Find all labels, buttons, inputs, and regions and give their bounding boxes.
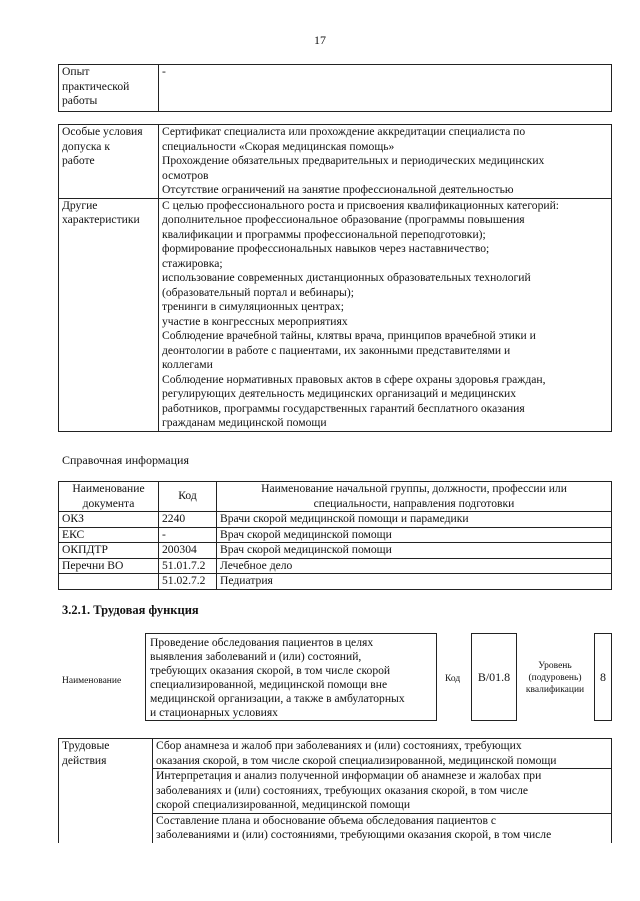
- reference-code: 200304: [159, 543, 217, 559]
- reference-title: Справочная информация: [62, 453, 189, 467]
- reference-name: Лечебное дело: [217, 558, 612, 574]
- reference-doc: ОКПДТР: [59, 543, 159, 559]
- table-row: [59, 558, 612, 574]
- function-level-box: 8: [594, 633, 612, 721]
- conditions-table: [58, 124, 612, 432]
- reference-code: -: [159, 527, 217, 543]
- reference-header-code: Код: [159, 482, 217, 512]
- reference-table: [58, 481, 612, 590]
- reference-header-name: Наименование начальной группы, должности, профессии или специальности, направления подготовки: [217, 482, 612, 512]
- function-code-box: В/01.8: [471, 633, 517, 721]
- actions-label: Трудовые действия: [59, 739, 153, 843]
- page-number: 17: [314, 33, 326, 47]
- experience-value: -: [159, 65, 612, 112]
- function-code-label: Код: [445, 674, 461, 684]
- function-name-label: Наименование: [62, 676, 122, 686]
- other-characteristics-label: Другие характеристики: [59, 198, 159, 431]
- function-name-box: Проведение обследования пациентов в целях выявления заболеваний и (или) состояний, требующих оказания скорой, в том числе скорой специализированной, медицинской помощи вне медицинской организации, а также в амбулаторных и стационарных условиях: [145, 633, 437, 721]
- reference-doc: Перечни ВО: [59, 558, 159, 574]
- reference-header-doc: Наименование документа: [59, 482, 159, 512]
- function-heading: 3.2.1. Трудовая функция: [62, 603, 199, 617]
- reference-doc: ЕКС: [59, 527, 159, 543]
- function-level-label: Уровень (подуровень) квалификации: [525, 661, 585, 695]
- experience-label: Опыт практической работы: [59, 65, 159, 112]
- reference-name: Врач скорой медицинской помощи: [217, 527, 612, 543]
- reference-name: Врачи скорой медицинской помощи и парамедики: [217, 512, 612, 528]
- other-characteristics-row: [59, 198, 612, 431]
- table-row: [59, 574, 612, 590]
- special-conditions-label: Особые условия допуска к работе: [59, 125, 159, 199]
- experience-row: [59, 65, 612, 112]
- actions-table: [58, 738, 612, 843]
- reference-header-row: [59, 482, 612, 512]
- reference-name: Педиатрия: [217, 574, 612, 590]
- reference-name: Врач скорой медицинской помощи: [217, 543, 612, 559]
- reference-doc: [59, 574, 159, 590]
- table-row: [59, 527, 612, 543]
- experience-table: [58, 64, 612, 112]
- action-item: Сбор анамнеза и жалоб при заболеваниях и (или) состояниях, требующих оказания скорой, в том числе скорой специализированной, медицинской помощи: [153, 739, 612, 769]
- special-conditions-text: Сертификат специалиста или прохождение аккредитации специалиста по специальности «Скорая медицинская помощь» Прохождение обязательных предварительных и периодических медицинских осмотров Отсутствие ограничений на занятие профессиональной деятельностью: [159, 125, 612, 199]
- reference-doc: ОКЗ: [59, 512, 159, 528]
- action-item: Интерпретация и анализ полученной информации об анамнезе и жалобах при заболеваниях и (или) состояниях, требующих оказания скорой, в том числе скорой специализированной, медицинской помощи: [153, 769, 612, 814]
- table-row: [59, 739, 612, 769]
- reference-code: 2240: [159, 512, 217, 528]
- other-characteristics-text: С целью профессионального роста и присвоения квалификационных категорий: дополнительное профессиональное образование (программы повышения квалификации и программы профессиональной переподготовки); формирование профессиональных навыков через наставничество; стажировка; использование современных дистанционных образовательных технологий (образовательный портал и вебинары); тренинги в симуляционных центрах; участие в конгрессных мероприятиях Соблюдение врачебной тайны, клятвы врача, принципов врачебной этики и деонтологии в работе с пациентами, их законными представителями и коллегами Соблюдение нормативных правовых актов в сфере охраны здоровья граждан, регулирующих деятельность медицинских организаций и медицинских работников, программы государственных гарантий бесплатного оказания гражданам медицинской помощи: [159, 198, 612, 431]
- reference-code: 51.02.7.2: [159, 574, 217, 590]
- action-item: Составление плана и обоснование объема обследования пациентов с заболеваниями и (или) состояниями, требующими оказания скорой, в том числе: [153, 813, 612, 843]
- table-row: [59, 543, 612, 559]
- special-conditions-row: [59, 125, 612, 199]
- table-row: [59, 512, 612, 528]
- reference-code: 51.01.7.2: [159, 558, 217, 574]
